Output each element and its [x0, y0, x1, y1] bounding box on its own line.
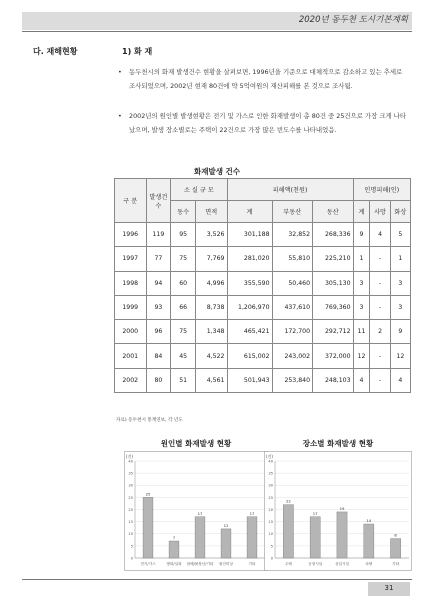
chart-title-place: 장소별 화재발생 현황 [302, 439, 374, 448]
table-cell: 1997 [115, 247, 147, 271]
table-cell: 8,738 [196, 295, 228, 319]
table-cell: 3 [353, 295, 370, 319]
table-cell: 80 [146, 368, 171, 392]
bar-value-label: 17 [197, 510, 203, 516]
table-cell: 55,810 [272, 247, 313, 271]
table-cell: 11 [353, 320, 370, 344]
table-cell: 253,840 [272, 368, 313, 392]
bar [143, 497, 153, 558]
y-tick-label: 40 [128, 459, 133, 464]
bar [221, 529, 231, 558]
table-cell: 2002 [115, 368, 147, 392]
fire-table [114, 178, 411, 393]
y-axis-label: (건) [126, 454, 133, 459]
table-cell: 1,348 [196, 320, 228, 344]
y-tick-label: 35 [128, 471, 133, 476]
subheader-cell: 면적 [196, 201, 228, 223]
place-bar-chart [264, 451, 412, 571]
table-cell: 268,336 [313, 223, 354, 247]
x-tick-label: 주택 [284, 562, 292, 566]
y-tick-label: 25 [128, 495, 133, 500]
table-cell: 4,561 [196, 368, 228, 392]
table-cell: 305,130 [313, 271, 354, 295]
header-scale: 소 실 규 모 [171, 179, 227, 201]
y-tick-label: 30 [128, 483, 133, 488]
table-cell: 3 [390, 271, 410, 295]
table-cell: 50,460 [272, 271, 313, 295]
bar [391, 539, 401, 558]
table-cell: 12 [353, 344, 370, 368]
table-source: 자료) 동두천시 통계연보, 각 년도 [116, 418, 183, 423]
subheader-cell: 부동산 [272, 201, 313, 223]
y-tick-label: 15 [128, 520, 133, 525]
table-cell: 1 [390, 247, 410, 271]
table-cell: 3 [353, 271, 370, 295]
subheader-cell: 계 [227, 201, 272, 223]
bar-value-label: 17 [249, 510, 255, 516]
x-tick-label: 공장시설 [308, 562, 323, 566]
bar [364, 524, 374, 558]
page-number: 31 [384, 584, 394, 592]
table-cell: 32,852 [272, 223, 313, 247]
y-tick-label: 5 [130, 544, 133, 549]
table-cell: 301,188 [227, 223, 272, 247]
table-cell: 1 [353, 247, 370, 271]
table-cell: 12 [390, 344, 410, 368]
cause-bar-chart [124, 451, 268, 571]
y-tick-label: 15 [268, 520, 273, 525]
table-cell: 3 [390, 295, 410, 319]
bullet-mark: • [118, 68, 122, 76]
table-cell: 119 [146, 223, 171, 247]
y-axis-label: (건) [266, 454, 273, 459]
table-cell: 5 [390, 223, 410, 247]
table-cell: 45 [171, 344, 196, 368]
subheader-cell: 동수 [171, 201, 196, 223]
table-cell: 75 [171, 320, 196, 344]
y-tick-label: 40 [268, 459, 273, 464]
table-cell: 75 [171, 247, 196, 271]
bar-value-label: 14 [366, 518, 372, 524]
table-cell: 1,206,970 [227, 295, 272, 319]
table-cell: - [370, 247, 390, 271]
bar-value-label: 19 [339, 505, 345, 511]
table-cell: 501,943 [227, 368, 272, 392]
bar-value-label: 22 [285, 498, 291, 504]
table-cell: 2000 [115, 320, 147, 344]
table-cell: 225,210 [313, 247, 354, 271]
table-cell: 465,421 [227, 320, 272, 344]
y-tick-label: 10 [128, 532, 133, 537]
table-cell: - [370, 295, 390, 319]
bullet-text: 2002년의 원인별 발생현황은 전기 및 가스로 인한 화재발생이 총 80건 중 25건으로 가장 크게 나타났으며, 발생 장소별로는 주택이 22건으로 가장 많은 빈도수를 나타내었음. [129, 112, 407, 134]
table-cell: - [370, 344, 390, 368]
table-cell: 372,000 [313, 344, 354, 368]
bar [310, 517, 320, 558]
y-tick-label: 20 [268, 507, 273, 512]
table-cell: 4,522 [196, 344, 228, 368]
table-cell: 3,526 [196, 223, 228, 247]
table-cell: 2 [370, 320, 390, 344]
bullet-mark: • [118, 112, 122, 120]
bullet-paragraph-1 [118, 66, 410, 93]
x-tick-label: 전기/가스 [140, 562, 156, 566]
table-cell: 77 [146, 247, 171, 271]
table-cell: - [370, 271, 390, 295]
table-cell: 1996 [115, 223, 147, 247]
y-tick-label: 5 [270, 544, 273, 549]
bar [283, 505, 293, 558]
table-cell: 281,020 [227, 247, 272, 271]
table-cell: 84 [146, 344, 171, 368]
table-cell: 172,700 [272, 320, 313, 344]
header-title: 2020년 동두천 도시기본계획 [298, 15, 408, 25]
bar [195, 517, 205, 558]
bar [247, 517, 257, 558]
table-cell: 2001 [115, 344, 147, 368]
bullet-text: 동두천시의 화재 발생건수 현황을 살펴보면, 1996년을 기준으로 대체적으로 감소하고 있는 추세로 조사되었으며, 2002년 현재 80건에 약 5억여원의 재산피해를 본 것으로 조사됨. [129, 68, 403, 90]
table-cell: 769,360 [313, 295, 354, 319]
table-cell: 4 [390, 368, 410, 392]
subsection-label: 1) 화 재 [122, 47, 153, 56]
y-tick-label: 25 [268, 495, 273, 500]
header-rule [22, 31, 412, 32]
table-cell: 4,996 [196, 271, 228, 295]
table-cell: 292,712 [313, 320, 354, 344]
table-title: 화재발생 건수 [193, 167, 241, 176]
table-cell: 9 [390, 320, 410, 344]
header-year: 구 분 [115, 179, 147, 223]
table-row [115, 320, 411, 344]
table-cell: 51 [171, 368, 196, 392]
subheader-cell: 화상 [390, 201, 410, 223]
table-cell: 4 [370, 223, 390, 247]
table-cell: 1998 [115, 271, 147, 295]
table-cell: 437,610 [272, 295, 313, 319]
table-cell: 95 [171, 223, 196, 247]
table-cell: 96 [146, 320, 171, 344]
table-row [115, 295, 411, 319]
table-row [115, 247, 411, 271]
subheader-cell: 사망 [370, 201, 390, 223]
y-tick-label: 20 [128, 507, 133, 512]
table-cell: 93 [146, 295, 171, 319]
table-cell: - [370, 368, 390, 392]
chart-title-cause: 원인별 화재발생 현황 [160, 439, 232, 448]
header-count: 발생건수 [146, 179, 171, 223]
bar-value-label: 25 [145, 491, 151, 497]
table-cell: 243,002 [272, 344, 313, 368]
table-cell: 60 [171, 271, 196, 295]
bar-value-label: 12 [223, 522, 229, 528]
bar-value-label: 8 [394, 532, 397, 538]
table-cell: 66 [171, 295, 196, 319]
y-tick-label: 0 [130, 556, 133, 561]
table-cell: 615,002 [227, 344, 272, 368]
bar-value-label: 7 [172, 535, 176, 541]
y-tick-label: 30 [268, 483, 273, 488]
y-tick-label: 35 [268, 471, 273, 476]
subheader-cell: 동산 [313, 201, 354, 223]
bar [169, 541, 179, 558]
table-cell: 355,590 [227, 271, 272, 295]
y-tick-label: 10 [268, 532, 273, 537]
bullet-paragraph-2 [118, 110, 410, 137]
x-tick-label: 원인미상 [219, 562, 233, 566]
x-tick-label: 방화/실화 [166, 562, 182, 566]
table-cell: 9 [353, 223, 370, 247]
x-tick-label: 담배/불장난/기타 [186, 562, 214, 566]
section-label: 다. 재해현황 [33, 47, 78, 56]
x-tick-label: 기타 [392, 562, 400, 566]
footer-rule [22, 579, 412, 580]
x-tick-label: 차량 [365, 562, 373, 566]
table-cell: 94 [146, 271, 171, 295]
table-cell: 4 [353, 368, 370, 392]
bar [337, 512, 347, 558]
y-tick-label: 0 [270, 556, 273, 561]
x-tick-label: 기타 [248, 562, 256, 566]
table-row [115, 223, 411, 247]
table-row [115, 271, 411, 295]
table-cell: 7,769 [196, 247, 228, 271]
table-cell: 1999 [115, 295, 147, 319]
table-row [115, 368, 411, 392]
header-casualty: 인명피해(인) [353, 179, 410, 201]
bar-value-label: 17 [312, 510, 318, 516]
subheader-cell: 계 [353, 201, 370, 223]
table-cell: 248,103 [313, 368, 354, 392]
table-row [115, 344, 411, 368]
header-damage: 피해액(천원) [227, 179, 353, 201]
x-tick-label: 상업시설 [335, 562, 349, 566]
